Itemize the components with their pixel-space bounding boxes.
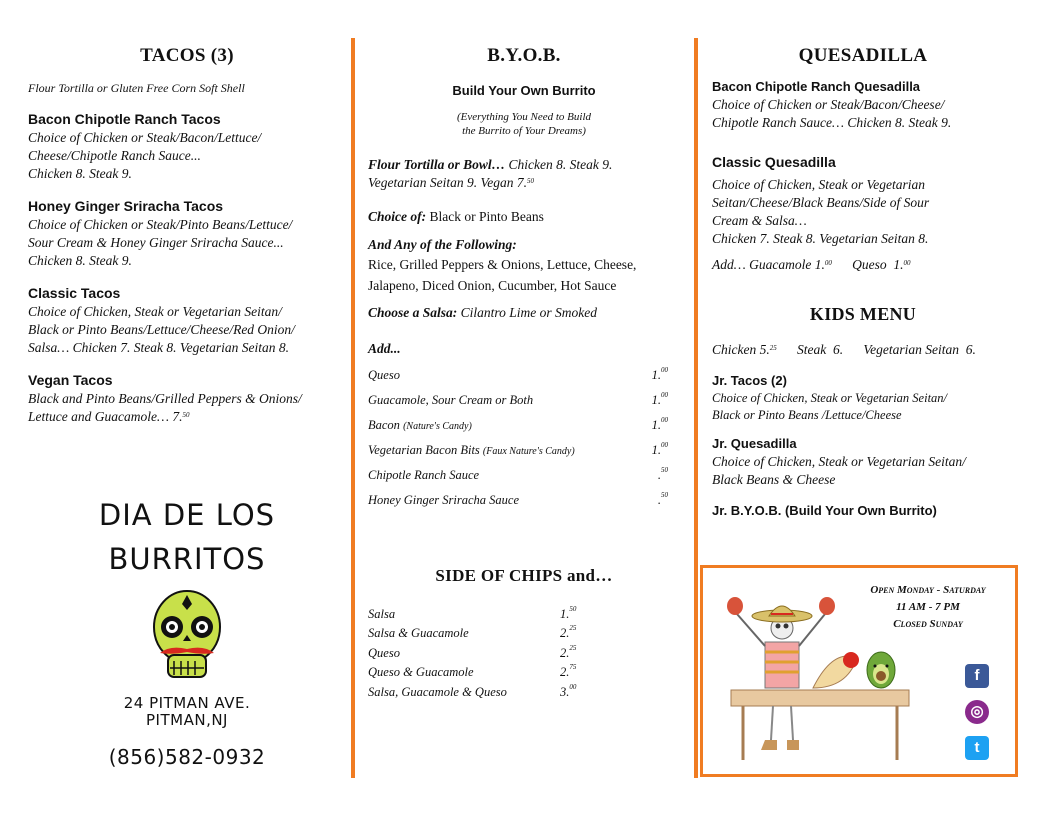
chips-item: Queso 2.25 [368,643,577,660]
addon-item: Queso 1.00 [368,366,668,382]
addon-item: Vegetarian Bacon Bits (Faux Nature's Candy) 1.00 [368,441,668,457]
byob-toppings-label: And Any of the Following: [368,237,517,252]
byob-note-line: (Everything You Need to Build [456,111,592,123]
kids-item-desc-line: Black Beans & Cheese [712,472,836,487]
kids-item-desc-line: Choice of Chicken, Steak or Vegetarian Seitan/ [712,454,966,469]
chips-item: Queso & Guacamole 2.75 [368,663,577,679]
byob-base-price: Chicken 8. Steak 9. [505,157,613,172]
byob-beans-label: Choice of: [368,209,427,224]
kids-item-name: Jr. Quesadilla [712,436,797,451]
quesadilla-desc [712,176,1014,248]
quesadilla-price: Chicken 7. Steak 8. Vegetarian Seitan 8. [712,231,929,246]
byob-base: Flour Tortilla or Bowl… Chicken 8. Steak 9. Vegetarian Seitan 9. Vegan 7.50 [368,157,613,190]
quesadilla-desc-line: Choice of Chicken, Steak or Vegetarian [712,177,925,192]
hours-line: Closed Sunday [893,618,963,630]
byob-column [368,38,680,700]
quesadilla-desc-line: Chipotle Ranch Sauce… Chicken 8. Steak 9. [712,115,952,130]
quesadilla-name: Bacon Chipotle Ranch Quesadilla [712,79,921,94]
chips-item: Salsa, Guacamole & Queso 3.00 [368,682,577,699]
taco-item [28,285,346,357]
brand-name: BURRITOS [108,542,266,576]
chips-title: SIDE OF CHIPS and… [435,566,613,585]
brand-block [28,493,346,769]
taco-item [28,372,346,426]
quesadilla-desc-line: Choice of Chicken or Steak/Bacon/Cheese/ [712,97,945,112]
column-divider [694,38,698,778]
hours-line: Open Monday - Saturday [870,584,986,596]
column-divider [351,38,355,778]
kids-item-name: Jr. Tacos (2) [712,373,787,388]
tacos-title: TACOS (3) [140,45,234,66]
hours-block [853,582,1003,633]
addon-item: Chipotle Ranch Sauce .$^{50}$ [368,466,668,482]
addon-item: Bacon (Nature's Candy) 1.00 [368,416,668,432]
taco-price: Chicken 8. Steak 9. [28,253,132,268]
byob-title: B.Y.O.B. [487,45,561,66]
byob-beans [368,208,680,226]
byob-note-line: the Burrito of Your Dreams) [462,125,586,137]
kids-item-desc-line: Choice of Chicken, Steak or Vegetarian Seitan/ [712,391,948,405]
taco-desc: Black or Pinto Beans/Lettuce/Cheese/Red Onion/ [28,322,295,337]
taco-item [28,198,346,270]
instagram-icon[interactable]: ◎ [965,700,989,724]
quesadilla-addons: Add… Guacamole 1.00 Queso 1.00 [712,257,911,272]
byob-base-price: Vegetarian Seitan 9. Vegan 7. [368,175,527,190]
byob-salsa-text: Cilantro Lime or Smoked [457,305,598,320]
byob-subtitle: Build Your Own Burrito [452,83,596,98]
taco-price: Chicken 8. Steak 9. [28,166,132,181]
taco-name: Classic Tacos [28,285,121,301]
byob-toppings-list: Jalapeno, Diced Onion, Cucumber, Hot Sauce [368,278,617,293]
chips-list [368,602,680,700]
addon-item: Guacamole, Sour Cream or Both 1.00 [368,391,668,407]
byob-toppings-list: Rice, Grilled Peppers & Onions, Lettuce, Cheese, [368,257,637,272]
kids-menu-title: KIDS MENU [809,304,917,324]
taco-desc: Black and Pinto Beans/Grilled Peppers & Onions/ [28,391,302,406]
twitter-icon[interactable]: t [965,736,989,760]
kids-item-desc-line: Black or Pinto Beans /Lettuce/Cheese [712,408,902,422]
taco-name: Vegan Tacos [28,372,113,388]
byob-add-label: Add... [368,341,401,356]
kids-item-name: Jr. B.Y.O.B. (Build Your Own Burrito) [712,503,937,518]
byob-base-label: Flour Tortilla or Bowl… [368,157,506,172]
hours-line: 11 AM - 7 PM [896,601,960,613]
taco-item [28,111,346,183]
taco-desc: Cheese/Chipotle Ranch Sauce... [28,148,201,163]
quesadilla-desc-line: Cream & Salsa… [712,213,807,228]
address-line: PITMAN,NJ [146,711,228,729]
phone-number: (856)582-0932 [108,745,266,769]
quesadilla-title: QUESADILLA [798,45,928,66]
kids-item-desc [712,453,1014,489]
byob-toppings [368,236,680,296]
taco-price: Salsa… Chicken 7. Steak 8. Vegetarian Seitan 8. [28,340,289,355]
quesadilla-name: Classic Quesadilla [712,154,836,170]
taco-name: Bacon Chipotle Ranch Tacos [28,111,221,127]
chips-item: Salsa & Guacamole 2.25 [368,624,577,640]
address-line: 24 PITMAN AVE. [123,694,251,712]
quesadilla-column [712,38,1014,518]
byob-note [368,110,680,138]
taco-desc: Choice of Chicken, Steak or Vegetarian Seitan/ [28,304,282,319]
tacos-subtitle: Flour Tortilla or Gluten Free Corn Soft Shell [28,81,245,95]
addon-list [368,358,680,508]
brand-name: DIA DE LOS [98,498,276,532]
taco-desc: Choice of Chicken or Steak/Pinto Beans/Lettuce/ [28,217,293,232]
kids-prices: Chicken 5.25 Steak 6. Vegetarian Seitan 6. [712,342,976,357]
quesadilla-desc [712,96,1014,132]
byob-beans-text: Black or Pinto Beans [426,209,544,224]
addon-item: Honey Ginger Sriracha Sauce .$^{50}$ [368,491,668,507]
kids-item-desc [712,390,1014,424]
taco-desc: Choice of Chicken or Steak/Bacon/Lettuce/ [28,130,262,145]
tacos-column [28,38,346,783]
byob-salsa-label: Choose a Salsa: [368,305,458,320]
taco-name: Honey Ginger Sriracha Tacos [28,198,224,214]
facebook-icon[interactable]: f [965,664,989,688]
sugar-skull-logo [150,589,224,681]
chips-item: Salsa 1.50 [368,604,577,621]
taco-price: Lettuce and Guacamole… 7.50 [28,409,190,424]
taco-desc: Sour Cream & Honey Ginger Sriracha Sauce... [28,235,284,250]
info-box [700,565,1018,777]
quesadilla-desc-line: Seitan/Cheese/Black Beans/Side of Sour [712,195,930,210]
byob-salsa [368,304,680,322]
